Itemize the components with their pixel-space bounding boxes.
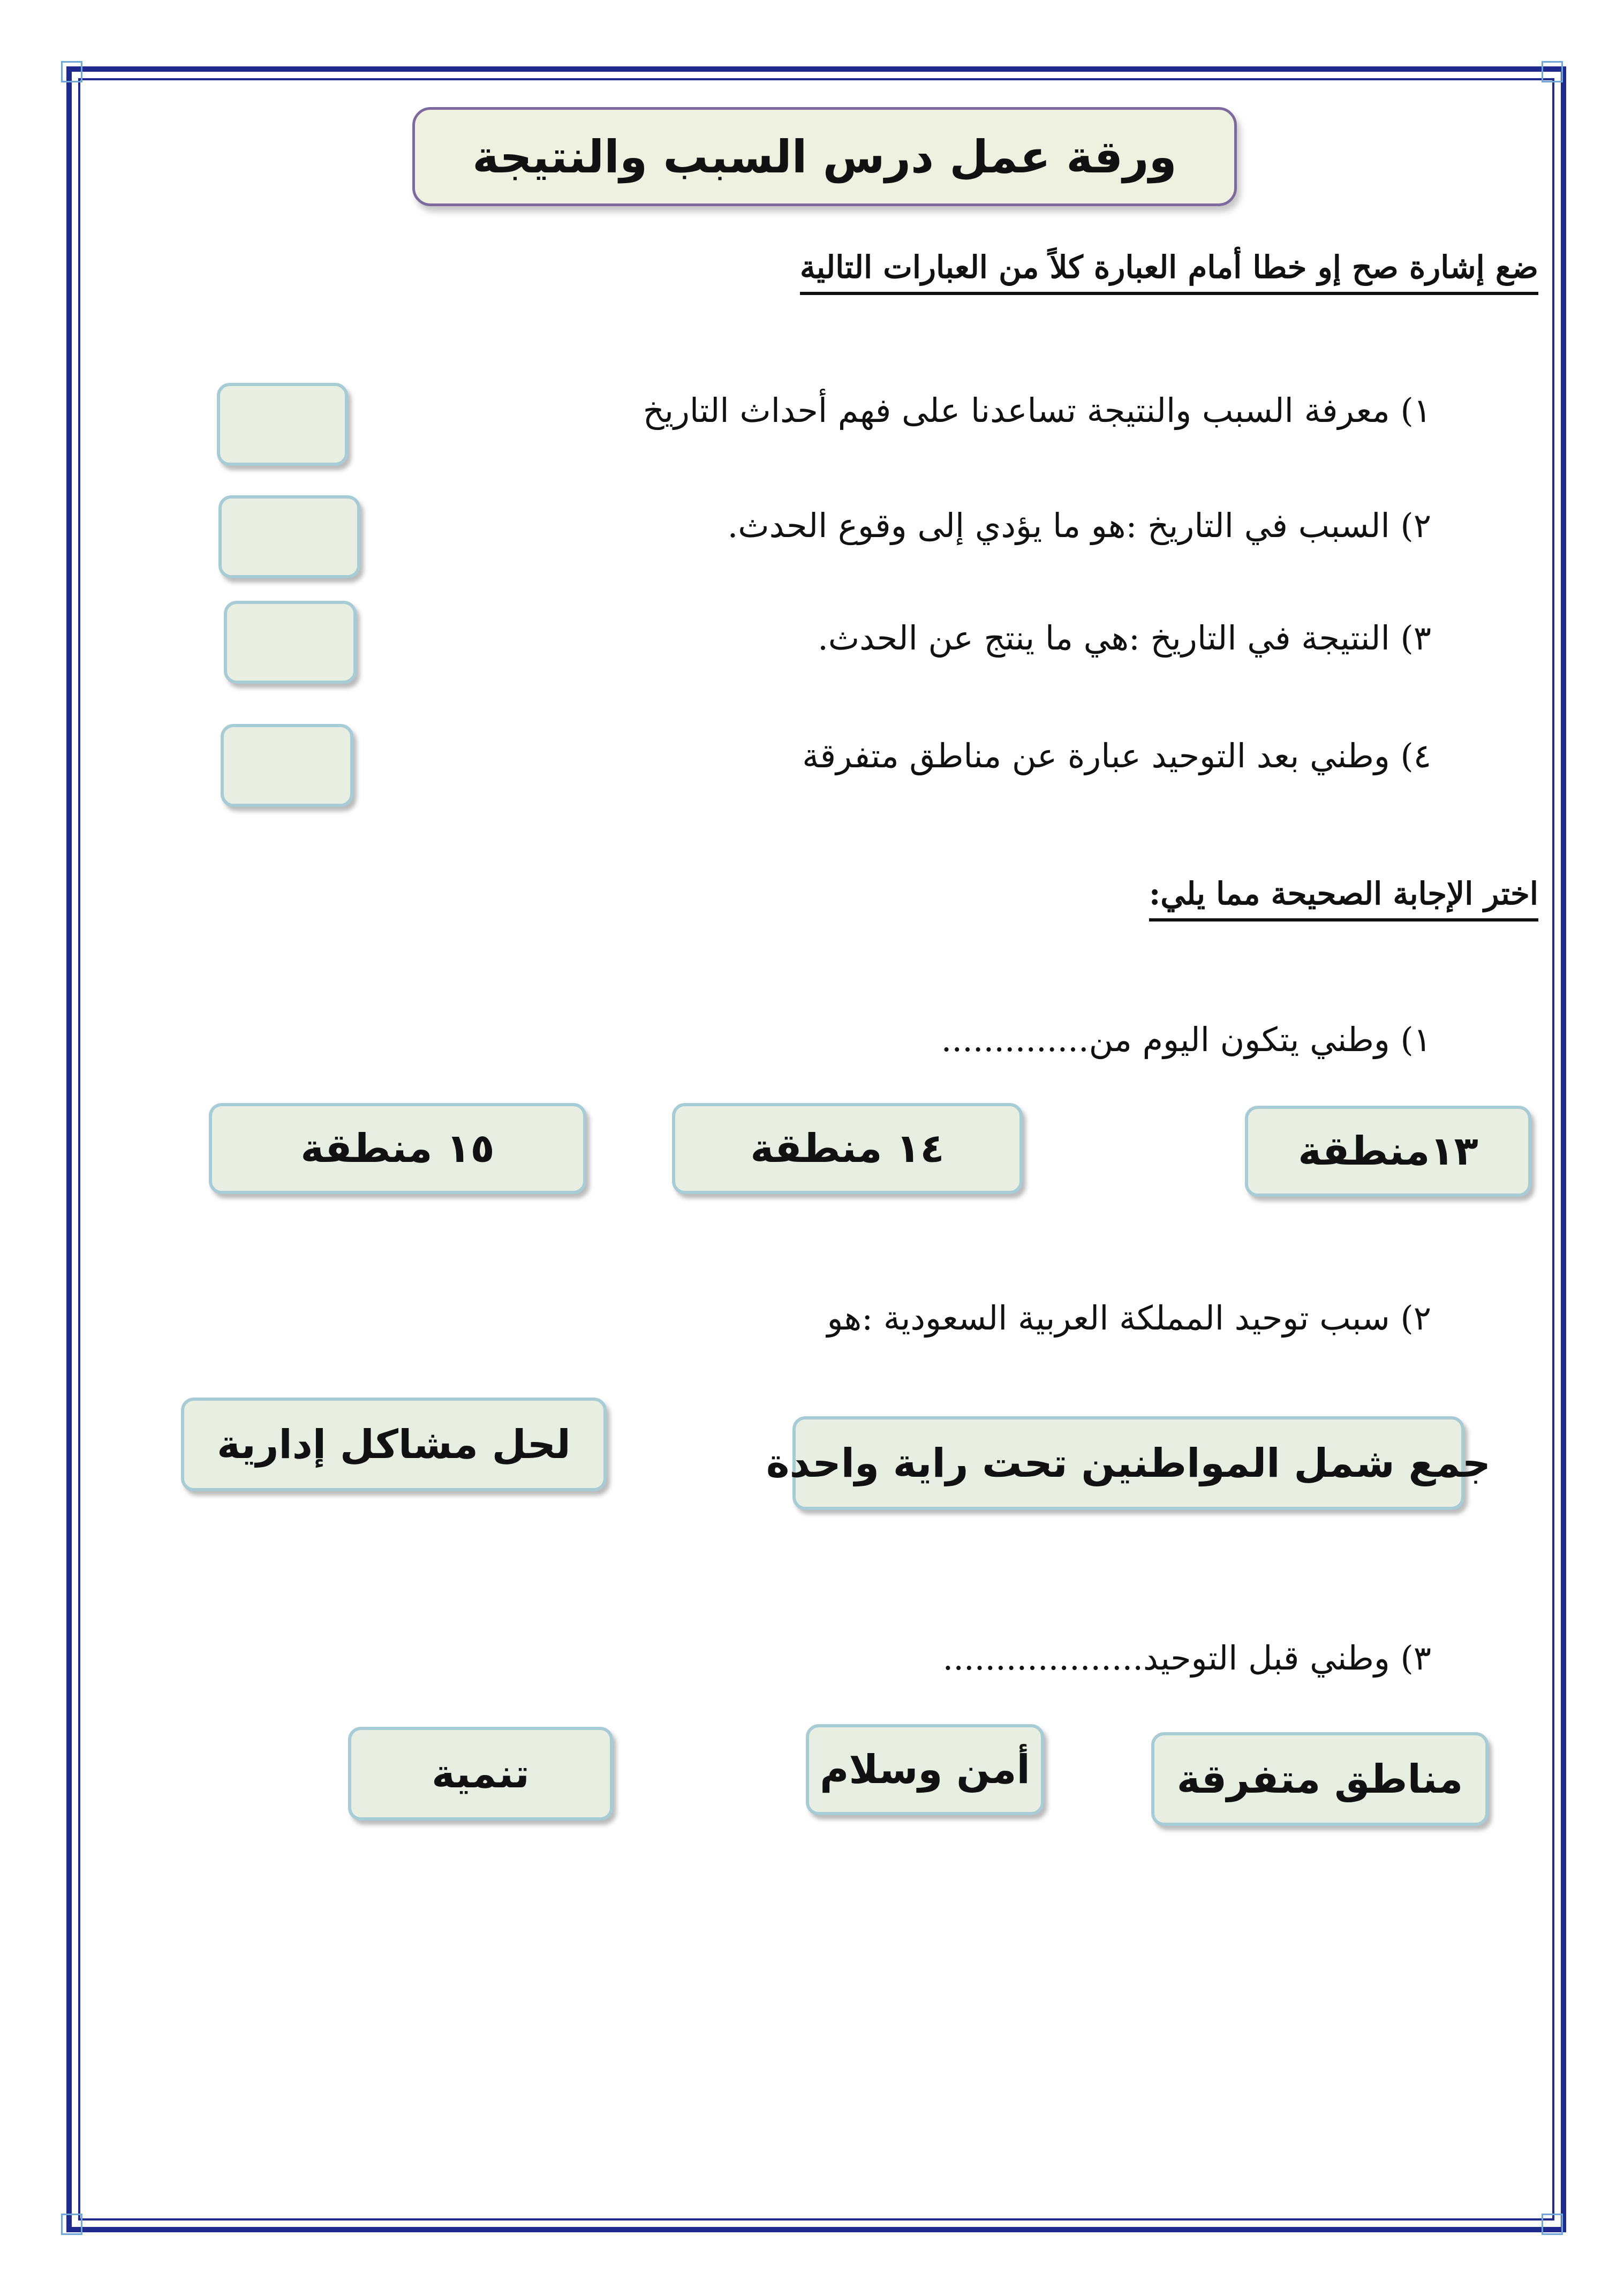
tf-answer-box-2[interactable] bbox=[218, 495, 360, 578]
tf-statement-4: ٤) وطني بعد التوحيد عبارة عن مناطق متفرقة bbox=[802, 736, 1431, 775]
mc-q2-option-admin-problems[interactable]: لحل مشاكل إدارية bbox=[181, 1398, 607, 1491]
tf-statement-1: ١) معرفة السبب والنتيجة تساعدنا على فهم أحداث التاريخ bbox=[643, 391, 1431, 430]
title-box bbox=[412, 107, 1237, 206]
mc-q2-option-unite-citizens[interactable]: جمع شمل المواطنين تحت راية واحدة bbox=[792, 1416, 1464, 1510]
mc-q3-option-development[interactable]: تنمية bbox=[348, 1727, 613, 1821]
mc-q1-option-15-regions[interactable]: ١٥ منطقة bbox=[209, 1103, 586, 1194]
tf-statement-3: ٣) النتيجة في التاريخ :هي ما ينتج عن الحدث. bbox=[818, 618, 1431, 658]
page-title: ورقة عمل درس السبب والنتيجة bbox=[472, 130, 1177, 183]
mc-question-1: ١) وطني يتكون اليوم من.............. bbox=[941, 1020, 1431, 1059]
tf-answer-box-1[interactable] bbox=[217, 383, 348, 466]
tf-statement-2: ٢) السبب في التاريخ :هو ما يؤدي إلى وقوع الحدث. bbox=[727, 506, 1431, 545]
mc-q3-option-scattered-regions[interactable]: مناطق متفرقة bbox=[1151, 1732, 1489, 1826]
mc-question-3: ٣) وطني قبل التوحيد................... bbox=[942, 1638, 1431, 1678]
mc-q1-option-14-regions[interactable]: ١٤ منطقة bbox=[672, 1103, 1023, 1194]
mc-q1-option-13-regions[interactable]: ١٣منطقة bbox=[1245, 1106, 1531, 1197]
mc-question-2: ٢) سبب توحيد المملكة العربية السعودية :هو bbox=[827, 1298, 1431, 1338]
tf-answer-box-3[interactable] bbox=[224, 601, 357, 684]
corner-mark-top-left bbox=[61, 61, 82, 82]
corner-mark-top-right bbox=[1542, 61, 1563, 82]
corner-mark-bottom-right bbox=[1542, 2214, 1563, 2235]
tf-answer-box-4[interactable] bbox=[221, 724, 353, 807]
mc-q3-option-security-peace[interactable]: أمن وسلام bbox=[806, 1724, 1044, 1815]
section1-instruction: ضع إشارة صح إو خطا أمام العبارة كلاً من العبارات التالية bbox=[800, 249, 1538, 295]
corner-mark-bottom-left bbox=[61, 2214, 82, 2235]
section2-instruction: اختر الإجابة الصحيحة مما يلي: bbox=[1149, 875, 1538, 922]
